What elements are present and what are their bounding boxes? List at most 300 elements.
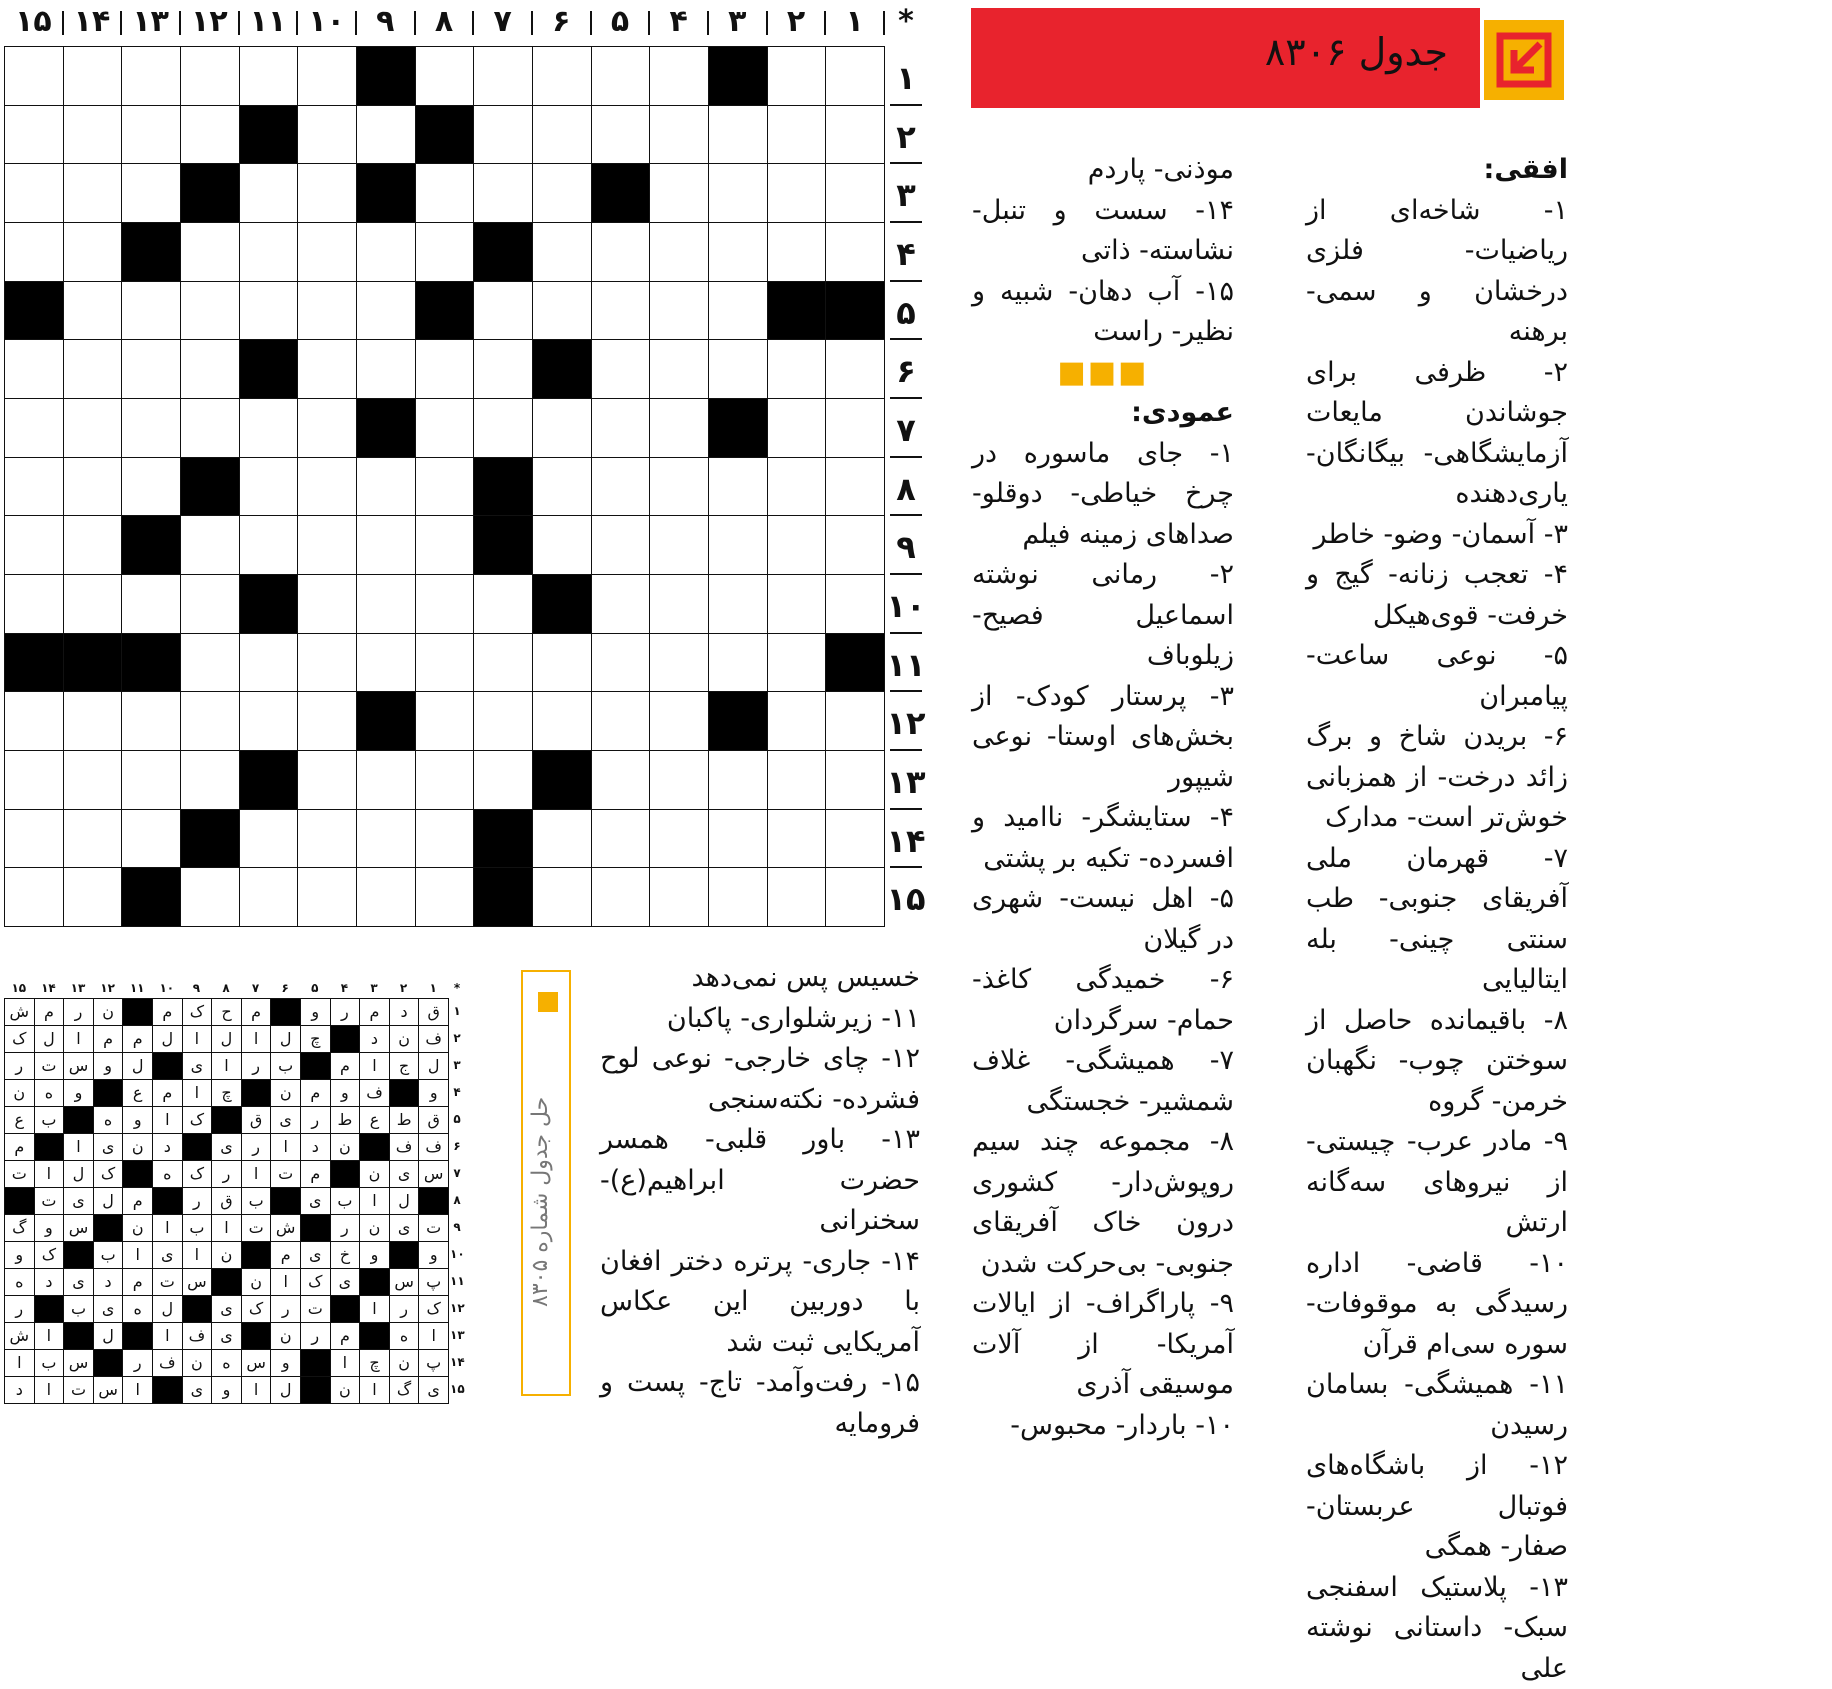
grid-cell[interactable] [415, 457, 475, 517]
solution-cell: ی [211, 1133, 242, 1161]
grid-cell[interactable] [4, 163, 64, 223]
grid-cell[interactable] [767, 691, 827, 751]
grid-cell[interactable] [63, 515, 123, 575]
solution-cell: گ [389, 1376, 420, 1404]
grid-cell[interactable] [532, 809, 592, 869]
grid-cell[interactable] [356, 867, 416, 927]
grid-cell[interactable] [708, 339, 768, 399]
grid-cell[interactable] [297, 633, 357, 693]
grid-cell[interactable] [121, 281, 181, 341]
grid-cell[interactable] [297, 750, 357, 810]
grid-cell[interactable] [825, 457, 885, 517]
solution-row-number: ۶ [450, 1133, 464, 1160]
grid-cell[interactable] [121, 750, 181, 810]
solution-cell: ا [359, 1052, 390, 1080]
grid-cell[interactable] [180, 515, 240, 575]
grid-cell[interactable] [591, 398, 651, 458]
solution-cell: ف [182, 1322, 213, 1350]
grid-cell[interactable] [649, 867, 709, 927]
solution-row-number: ۸ [450, 1187, 464, 1214]
solution-column-number: ۱۴ [34, 980, 64, 996]
grid-cell[interactable] [473, 457, 533, 517]
grid-cell[interactable] [591, 339, 651, 399]
grid-cell[interactable] [825, 574, 885, 634]
solution-cell [182, 1133, 213, 1161]
solution-cell: ت [418, 1214, 449, 1242]
column-number: ۱۳ [121, 2, 180, 42]
grid-cell[interactable] [473, 398, 533, 458]
solution-cell [270, 998, 301, 1026]
solution-cell: ل [93, 1322, 124, 1350]
grid-cell[interactable] [708, 574, 768, 634]
grid-cell[interactable] [473, 574, 533, 634]
grid-cell[interactable] [415, 867, 475, 927]
solution-cell: ن [122, 1133, 153, 1161]
grid-cell[interactable] [591, 457, 651, 517]
solution-cell [300, 1376, 331, 1404]
grid-cell[interactable] [767, 281, 827, 341]
grid-cell[interactable] [180, 398, 240, 458]
solution-cell: پ [418, 1349, 449, 1377]
grid-cell[interactable] [708, 398, 768, 458]
grid-cell[interactable] [708, 809, 768, 869]
grid-cell[interactable] [415, 809, 475, 869]
grid-cell[interactable] [473, 633, 533, 693]
clue-text: ۱۱- همیشگی- بسامان رسیدن [1306, 1365, 1568, 1446]
solution-column-number: ۹ [182, 980, 212, 996]
solution-column-number: ۱۵ [4, 980, 34, 996]
solution-cell: ت [270, 1160, 301, 1188]
clue-text: ۹- مادر عرب- چیستی- از نیروهای سه‌گانه ارتش [1306, 1122, 1568, 1244]
grid-cell[interactable] [532, 633, 592, 693]
grid-cell[interactable] [825, 163, 885, 223]
grid-cell[interactable] [532, 457, 592, 517]
grid-cell[interactable] [239, 750, 299, 810]
grid-cell[interactable] [121, 633, 181, 693]
solution-cell: ل [270, 1025, 301, 1053]
grid-cell[interactable] [180, 750, 240, 810]
grid-cell[interactable] [121, 515, 181, 575]
grid-cell[interactable] [356, 398, 416, 458]
grid-cell[interactable] [180, 633, 240, 693]
grid-cell[interactable] [649, 398, 709, 458]
grid-cell[interactable] [4, 457, 64, 517]
grid-cell[interactable] [532, 222, 592, 282]
grid-cell[interactable] [180, 222, 240, 282]
grid-cell[interactable] [63, 105, 123, 165]
grid-cell[interactable] [180, 163, 240, 223]
grid-cell[interactable] [649, 339, 709, 399]
solution-cell: ت [4, 1160, 35, 1188]
grid-cell[interactable] [63, 750, 123, 810]
grid-cell[interactable] [825, 633, 885, 693]
grid-cell[interactable] [63, 633, 123, 693]
grid-cell[interactable] [708, 633, 768, 693]
grid-cell[interactable] [767, 574, 827, 634]
grid-cell[interactable] [239, 809, 299, 869]
grid-cell[interactable] [649, 691, 709, 751]
grid-cell[interactable] [708, 750, 768, 810]
column-number: ۱۱ [239, 2, 298, 42]
clue-text: ۵- نوعی ساعت- پیامبران [1306, 636, 1568, 717]
grid-cell[interactable] [121, 163, 181, 223]
grid-cell[interactable] [473, 515, 533, 575]
column-separator [766, 11, 768, 35]
grid-cell[interactable] [532, 339, 592, 399]
solution-cell: ی [418, 1376, 449, 1404]
solution-cell: م [4, 1133, 35, 1161]
grid-cell[interactable] [356, 46, 416, 106]
grid-cell[interactable] [415, 574, 475, 634]
grid-cell[interactable] [297, 574, 357, 634]
grid-cell[interactable] [239, 163, 299, 223]
grid-cell[interactable] [297, 222, 357, 282]
solution-label: حل جدول شماره ۸۳۰۵ [528, 1032, 568, 1372]
grid-cell[interactable] [180, 46, 240, 106]
grid-cell[interactable] [297, 515, 357, 575]
puzzle-header [971, 8, 1568, 108]
column-separator [120, 11, 122, 35]
grid-cell[interactable] [767, 809, 827, 869]
grid-cell[interactable] [356, 457, 416, 517]
grid-cell[interactable] [591, 46, 651, 106]
grid-cell[interactable] [121, 398, 181, 458]
grid-cell[interactable] [63, 339, 123, 399]
grid-cell[interactable] [767, 222, 827, 282]
solution-cell: م [300, 1160, 331, 1188]
grid-cell[interactable] [356, 750, 416, 810]
grid-cell[interactable] [4, 222, 64, 282]
grid-cell[interactable] [415, 691, 475, 751]
grid-cell[interactable] [473, 339, 533, 399]
grid-cell[interactable] [121, 574, 181, 634]
grid-cell[interactable] [63, 281, 123, 341]
grid-cell[interactable] [297, 281, 357, 341]
grid-cell[interactable] [239, 633, 299, 693]
grid-cell[interactable] [532, 574, 592, 634]
grid-cell[interactable] [415, 633, 475, 693]
grid-cell[interactable] [473, 105, 533, 165]
clue-text: ۱۳- پلاستیک اسفنجی سبک- داستانی نوشته علی [1306, 1568, 1568, 1689]
solution-cell: ا [241, 1025, 272, 1053]
grid-cell[interactable] [415, 515, 475, 575]
solution-row-number: ۹ [450, 1214, 464, 1241]
grid-cell[interactable] [4, 339, 64, 399]
grid-cell[interactable] [4, 46, 64, 106]
grid-cell[interactable] [239, 574, 299, 634]
grid-cell[interactable] [767, 339, 827, 399]
grid-cell[interactable] [591, 691, 651, 751]
grid-cell[interactable] [180, 867, 240, 927]
solution-cell: ق [418, 998, 449, 1026]
solution-cell: ی [152, 1241, 183, 1269]
solution-cell [389, 1241, 420, 1269]
grid-cell[interactable] [4, 574, 64, 634]
grid-cell[interactable] [591, 633, 651, 693]
grid-cell[interactable] [825, 339, 885, 399]
row-separator [890, 866, 922, 868]
grid-cell[interactable] [180, 105, 240, 165]
grid-cell[interactable] [63, 398, 123, 458]
grid-cell[interactable] [708, 691, 768, 751]
solution-cell [241, 1241, 272, 1269]
crossword-grid [4, 46, 884, 926]
grid-cell[interactable] [649, 633, 709, 693]
solution-row-number: ۵ [450, 1106, 464, 1133]
grid-cell[interactable] [63, 163, 123, 223]
grid-cell[interactable] [708, 457, 768, 517]
column-separator [883, 11, 885, 35]
row-number: ۱۳ [886, 758, 926, 807]
solution-cell: ی [63, 1187, 94, 1215]
solution-cell: ف [389, 1133, 420, 1161]
clue-text: خسیس پس نمی‌دهد [600, 958, 920, 999]
grid-cell[interactable] [297, 46, 357, 106]
row-separator [890, 221, 922, 223]
grid-cell[interactable] [4, 281, 64, 341]
grid-cell[interactable] [415, 750, 475, 810]
grid-cell[interactable] [591, 105, 651, 165]
grid-cell[interactable] [825, 515, 885, 575]
grid-cell[interactable] [767, 105, 827, 165]
grid-cell[interactable] [180, 691, 240, 751]
grid-cell[interactable] [591, 867, 651, 927]
grid-cell[interactable] [415, 281, 475, 341]
grid-cell[interactable] [591, 574, 651, 634]
grid-cell[interactable] [767, 163, 827, 223]
grid-cell[interactable] [649, 163, 709, 223]
grid-cell[interactable] [297, 163, 357, 223]
grid-cell[interactable] [825, 281, 885, 341]
grid-cell[interactable] [239, 867, 299, 927]
grid-cell[interactable] [649, 222, 709, 282]
grid-cell[interactable] [532, 281, 592, 341]
grid-cell[interactable] [767, 515, 827, 575]
grid-cell[interactable] [415, 163, 475, 223]
grid-cell[interactable] [825, 46, 885, 106]
grid-cell[interactable] [473, 867, 533, 927]
column-separator [62, 11, 64, 35]
grid-cell[interactable] [121, 809, 181, 869]
grid-cell[interactable] [415, 105, 475, 165]
grid-cell[interactable] [180, 281, 240, 341]
grid-cell[interactable] [708, 222, 768, 282]
grid-cell[interactable] [591, 809, 651, 869]
grid-cell[interactable] [532, 867, 592, 927]
grid-cell[interactable] [649, 281, 709, 341]
grid-cell[interactable] [767, 750, 827, 810]
grid-cell[interactable] [4, 750, 64, 810]
solution-cell [300, 1052, 331, 1080]
grid-cell[interactable] [4, 398, 64, 458]
grid-cell[interactable] [708, 867, 768, 927]
grid-cell[interactable] [591, 750, 651, 810]
grid-cell[interactable] [239, 515, 299, 575]
grid-cell[interactable] [356, 222, 416, 282]
grid-cell[interactable] [239, 105, 299, 165]
solution-cell: ک [4, 1025, 35, 1053]
grid-cell[interactable] [356, 691, 416, 751]
grid-cell[interactable] [121, 222, 181, 282]
solution-cell [34, 1133, 65, 1161]
grid-cell[interactable] [591, 222, 651, 282]
grid-cell[interactable] [767, 633, 827, 693]
grid-cell[interactable] [180, 574, 240, 634]
grid-cell[interactable] [180, 809, 240, 869]
grid-cell[interactable] [121, 105, 181, 165]
grid-cell[interactable] [825, 809, 885, 869]
grid-cell[interactable] [63, 46, 123, 106]
grid-cell[interactable] [767, 867, 827, 927]
grid-cell[interactable] [532, 750, 592, 810]
solution-cell: ط [330, 1106, 361, 1134]
solution-cell: ا [122, 1376, 153, 1404]
solution-cell: م [300, 1079, 331, 1107]
grid-cell[interactable] [532, 163, 592, 223]
grid-cell[interactable] [532, 46, 592, 106]
grid-cell[interactable] [356, 515, 416, 575]
grid-cell[interactable] [767, 398, 827, 458]
grid-cell[interactable] [825, 750, 885, 810]
grid-cell[interactable] [4, 691, 64, 751]
row-separator [890, 162, 922, 164]
grid-cell[interactable] [825, 222, 885, 282]
grid-cell[interactable] [356, 281, 416, 341]
grid-cell[interactable] [63, 222, 123, 282]
solution-cell: م [359, 998, 390, 1026]
grid-cell[interactable] [239, 457, 299, 517]
grid-cell[interactable] [239, 691, 299, 751]
grid-cell[interactable] [121, 457, 181, 517]
grid-cell[interactable] [591, 163, 651, 223]
solution-cell [241, 1322, 272, 1350]
grid-cell[interactable] [473, 750, 533, 810]
grid-cell[interactable] [121, 339, 181, 399]
grid-cell[interactable] [473, 222, 533, 282]
grid-cell[interactable] [415, 222, 475, 282]
grid-cell[interactable] [708, 515, 768, 575]
grid-cell[interactable] [297, 809, 357, 869]
grid-cell[interactable] [239, 398, 299, 458]
grid-cell[interactable] [297, 339, 357, 399]
solution-column-number: ۱۲ [93, 980, 123, 996]
grid-cell[interactable] [767, 46, 827, 106]
grid-cell[interactable] [649, 46, 709, 106]
grid-cell[interactable] [532, 105, 592, 165]
solution-cell: چ [300, 1025, 331, 1053]
grid-cell[interactable] [239, 222, 299, 282]
grid-cell[interactable] [473, 163, 533, 223]
solution-cell: ب [330, 1187, 361, 1215]
grid-cell[interactable] [121, 867, 181, 927]
solution-cell: ب [182, 1214, 213, 1242]
grid-cell[interactable] [356, 163, 416, 223]
grid-cell[interactable] [825, 867, 885, 927]
grid-cell[interactable] [532, 398, 592, 458]
grid-cell[interactable] [473, 281, 533, 341]
grid-cell[interactable] [415, 398, 475, 458]
grid-cell[interactable] [180, 339, 240, 399]
grid-cell[interactable] [63, 574, 123, 634]
grid-cell[interactable] [708, 163, 768, 223]
clue-text: ۴- ستایشگر- ناامید و افسرده- تکیه بر پشتی [972, 798, 1234, 879]
solution-row-number: ۲ [450, 1025, 464, 1052]
grid-cell[interactable] [825, 691, 885, 751]
column-number: ۱۴ [63, 2, 122, 42]
grid-cell[interactable] [356, 574, 416, 634]
grid-cell[interactable] [356, 809, 416, 869]
grid-cell[interactable] [415, 339, 475, 399]
grid-cell[interactable] [239, 281, 299, 341]
row-separator [890, 338, 922, 340]
solution-cell [330, 1160, 361, 1188]
grid-cell[interactable] [649, 515, 709, 575]
solution-cell: ت [63, 1376, 94, 1404]
grid-cell[interactable] [297, 867, 357, 927]
solution-cell: س [63, 1052, 94, 1080]
grid-cell[interactable] [297, 105, 357, 165]
grid-cell[interactable] [63, 867, 123, 927]
grid-cell[interactable] [297, 457, 357, 517]
grid-cell[interactable] [121, 46, 181, 106]
grid-cell[interactable] [239, 46, 299, 106]
grid-cell[interactable] [356, 105, 416, 165]
solution-column-number: ۱۰ [152, 980, 182, 996]
grid-cell[interactable] [473, 809, 533, 869]
solution-cell: ک [182, 998, 213, 1026]
column-separator [590, 11, 592, 35]
grid-cell[interactable] [63, 691, 123, 751]
grid-cell[interactable] [532, 515, 592, 575]
grid-cell[interactable] [4, 633, 64, 693]
grid-cell[interactable] [708, 281, 768, 341]
grid-cell[interactable] [63, 809, 123, 869]
grid-cell[interactable] [649, 809, 709, 869]
grid-cell[interactable] [4, 515, 64, 575]
grid-cell[interactable] [649, 574, 709, 634]
grid-cell[interactable] [239, 339, 299, 399]
solution-cell: ا [270, 1268, 301, 1296]
grid-cell[interactable] [473, 46, 533, 106]
grid-cell[interactable] [4, 867, 64, 927]
grid-cell[interactable] [297, 691, 357, 751]
grid-cell[interactable] [649, 750, 709, 810]
grid-cell[interactable] [649, 457, 709, 517]
grid-cell[interactable] [63, 457, 123, 517]
grid-cell[interactable] [708, 46, 768, 106]
grid-cell[interactable] [649, 105, 709, 165]
grid-cell[interactable] [356, 633, 416, 693]
grid-cell[interactable] [591, 281, 651, 341]
grid-cell[interactable] [473, 691, 533, 751]
grid-cell[interactable] [121, 691, 181, 751]
grid-cell[interactable] [767, 457, 827, 517]
grid-cell[interactable] [4, 105, 64, 165]
grid-cell[interactable] [356, 339, 416, 399]
grid-cell[interactable] [825, 105, 885, 165]
grid-cell[interactable] [415, 46, 475, 106]
grid-cell[interactable] [180, 457, 240, 517]
solution-cell: ل [122, 1052, 153, 1080]
grid-cell[interactable] [532, 691, 592, 751]
grid-cell[interactable] [297, 398, 357, 458]
clue-text: ۱۳- باور قلبی- همسر حضرت ابراهیم(ع)- سخنرانی [600, 1120, 920, 1242]
grid-cell[interactable] [708, 105, 768, 165]
solution-cell: د [389, 998, 420, 1026]
grid-cell[interactable] [591, 515, 651, 575]
grid-cell[interactable] [4, 809, 64, 869]
grid-cell[interactable] [825, 398, 885, 458]
